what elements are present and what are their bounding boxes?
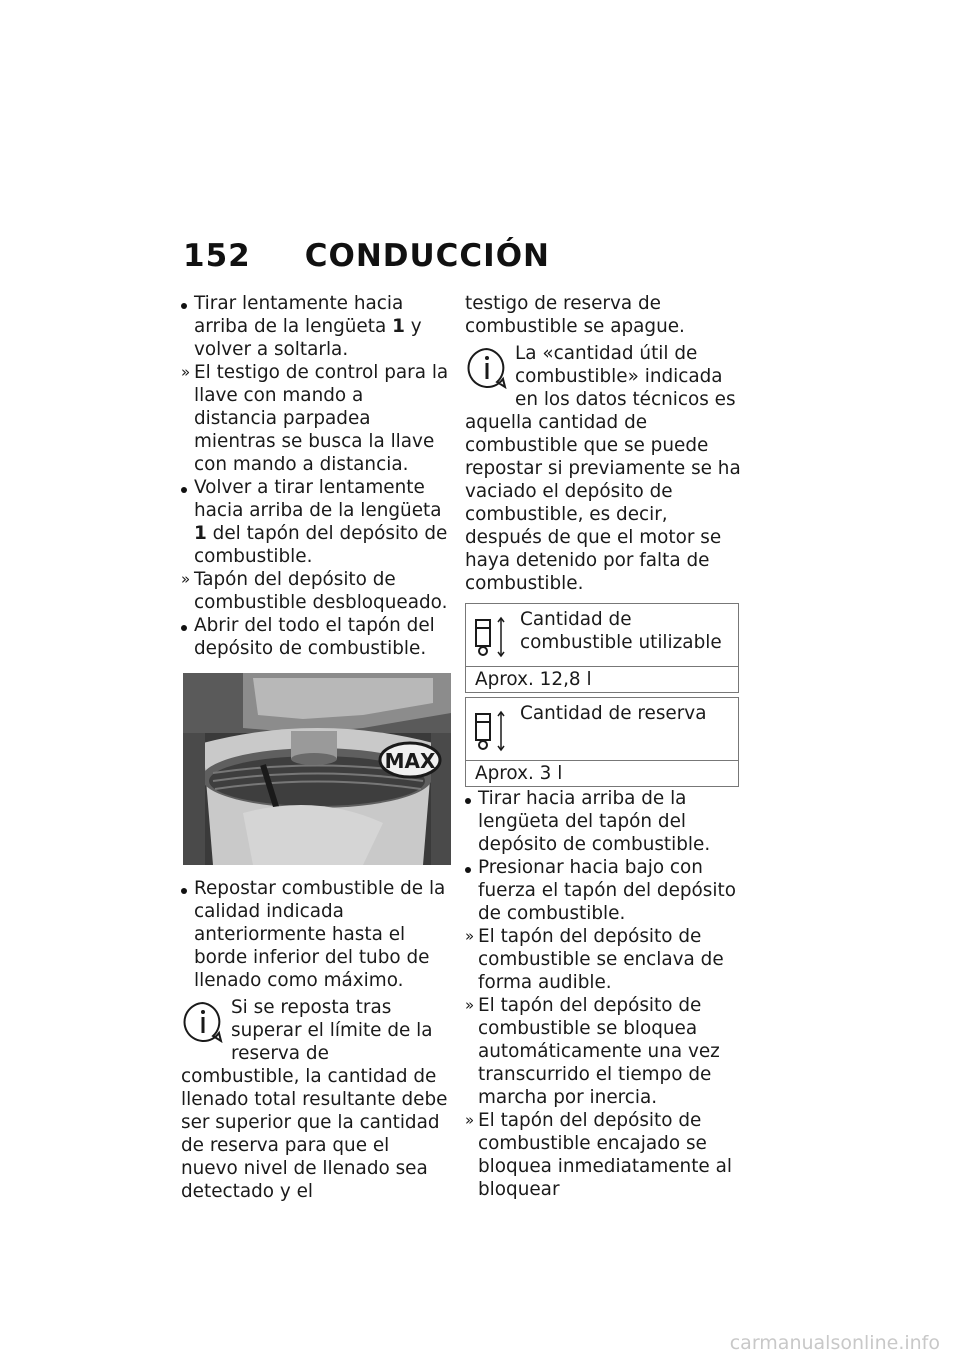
bullet-icon [181, 303, 187, 309]
result-arrow-icon: » [465, 1111, 475, 1129]
step-result: » Tapón del depósito de combustible desbloqueado. [181, 569, 448, 613]
reference-number: 1 [392, 316, 405, 337]
page-number: 152 [183, 238, 251, 274]
info-icon [465, 346, 509, 390]
max-label: MAX [384, 749, 436, 773]
bullet-icon [465, 798, 471, 804]
step-result: » El testigo de control para la llave con mando a distancia parpadea mientras se busca la llave con mando a distancia. [181, 362, 449, 475]
info-note: Si se reposta tras superar el límite de la reserva de combustible, la cantidad de llenado total resultante debe ser superior que la cantidad de reserva para que el nuevo nivel de llenado sea detectado y el [181, 997, 448, 1202]
page-title: CONDUCCIÓN [304, 238, 551, 274]
spec-label: Cantidad de combustible utilizable [520, 609, 722, 653]
step-bullet: Tirar lentamente hacia arriba de la lengüeta 1 y volver a soltarla. [181, 292, 451, 361]
result-arrow-icon: » [181, 570, 191, 588]
watermark: carmanualsonline.info [729, 1332, 940, 1354]
bullet-icon [181, 487, 187, 493]
result-arrow-icon: » [181, 363, 191, 381]
result-arrow-icon: » [465, 927, 475, 945]
right-column [465, 292, 741, 1201]
spec-value: Aprox. 12,8 l [475, 669, 592, 690]
step-result: » El tapón del depósito de combustible encajado se bloquea inmediatamente al bloquear [465, 1110, 732, 1200]
fuel-filler-photo [183, 673, 451, 865]
spec-label: Cantidad de reserva [520, 703, 707, 724]
result-arrow-icon: » [465, 996, 475, 1014]
fuel-pump-icon [473, 710, 507, 752]
info-note: La «cantidad útil de combustible» indicada en los datos técnicos es aquella cantidad de combustible que se puede repostar si previamente se ha vaciado el depósito de combustible, es decir, después de que el motor se haya detenido por falta de combustible. [465, 343, 741, 594]
info-icon [181, 1000, 225, 1044]
spec-value: Aprox. 3 l [475, 763, 563, 784]
bullet-icon [465, 867, 471, 873]
bullet-icon [181, 625, 187, 631]
step-bullet: Abrir del todo el tapón del depósito de combustible. [181, 614, 451, 660]
step-bullet: Repostar combustible de la calidad indicada anteriormente hasta el borde inferior del tubo de llenado como máximo. [181, 877, 451, 992]
step-result: » El tapón del depósito de combustible se bloquea automáticamente una vez transcurrido el tiempo de marcha por inercia. [465, 995, 720, 1108]
fuel-pump-icon [473, 616, 507, 658]
reference-number: 1 [194, 523, 207, 544]
step-result: » El tapón del depósito de combustible se enclava de forma audible. [465, 926, 724, 993]
step-bullet: Volver a tirar lentamente hacia arriba de la lengüeta 1 del tapón del depósito de combustible. [181, 476, 451, 568]
bullet-icon [181, 888, 187, 894]
spec-table-usable-fuel [465, 603, 739, 693]
left-column [181, 292, 451, 1207]
spec-table-reserve [465, 697, 739, 787]
step-bullet: Presionar hacia bajo con fuerza el tapón del depósito de combustible. [465, 856, 741, 925]
step-bullet: Tirar hacia arriba de la lengüeta del tapón del depósito de combustible. [465, 787, 741, 856]
page-header [183, 238, 550, 274]
info-note-continued: testigo de reserva de combustible se apague. [465, 293, 685, 337]
